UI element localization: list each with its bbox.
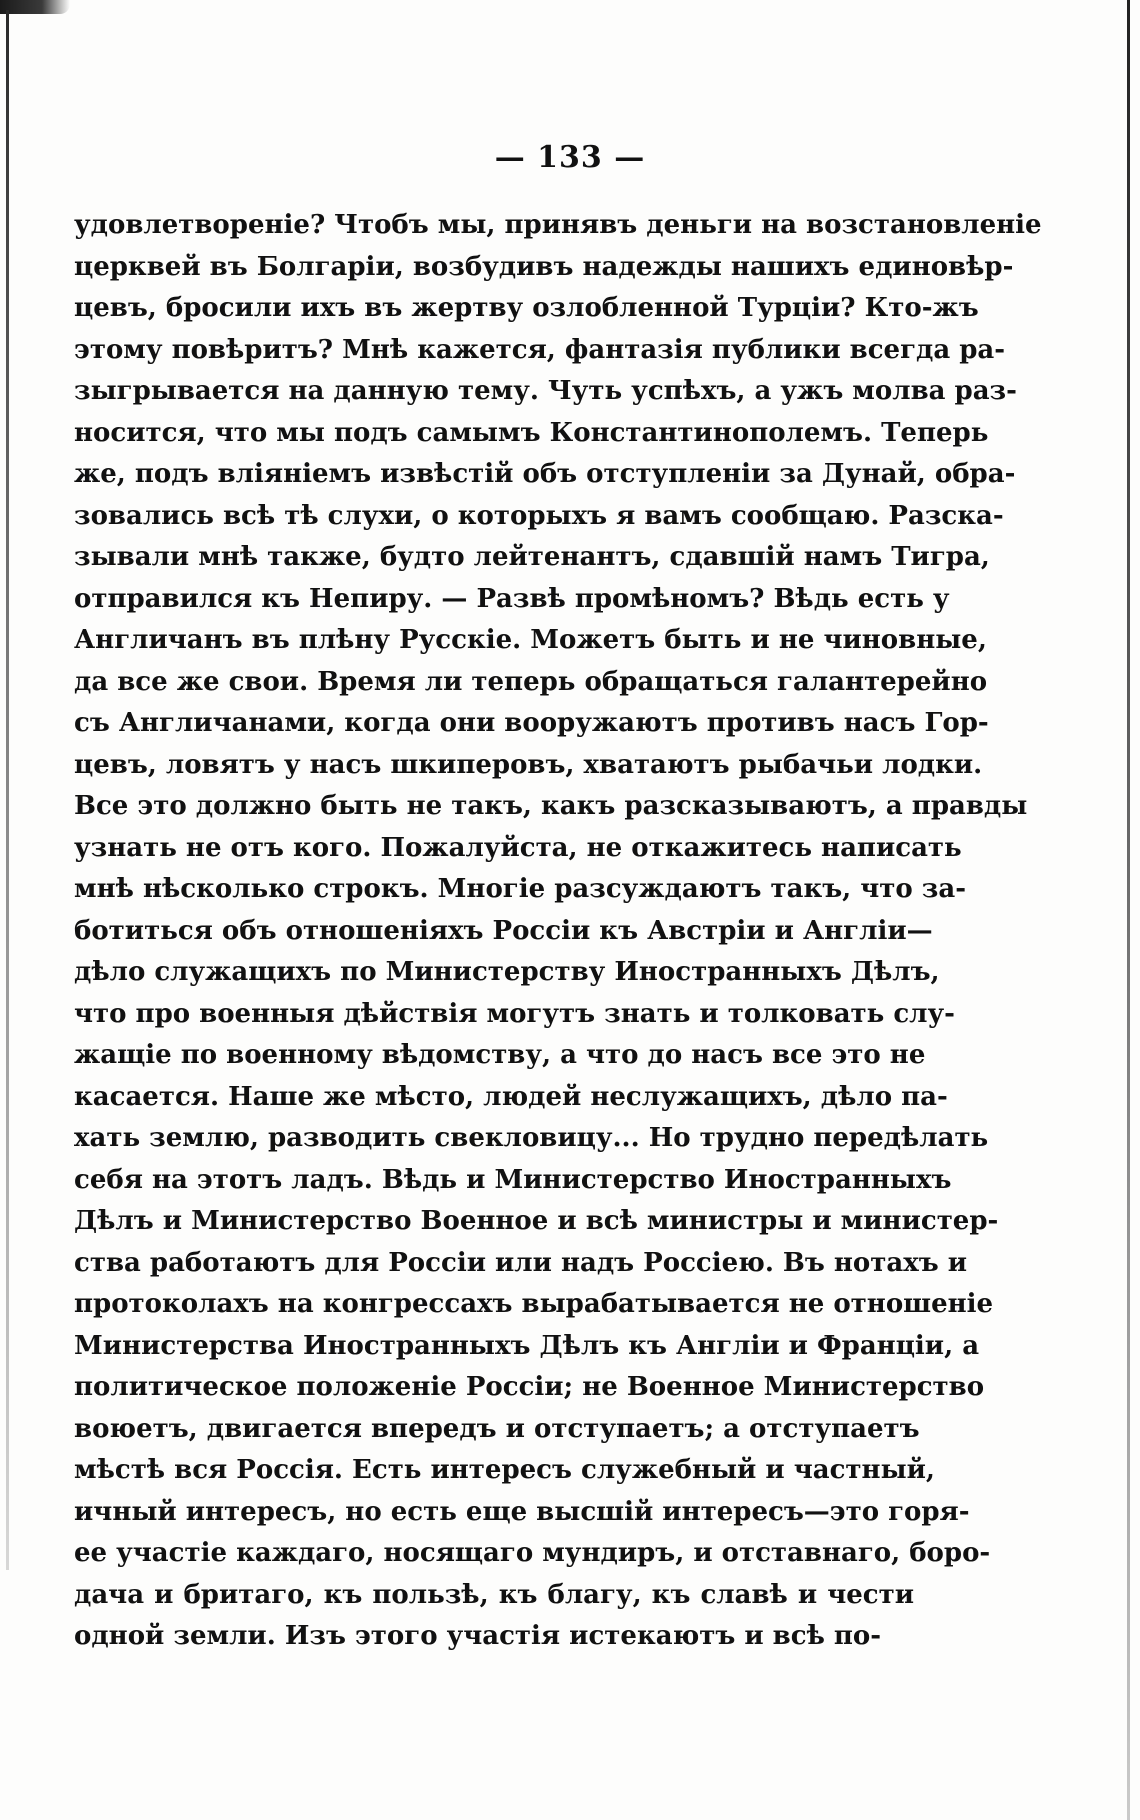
text-line: зыгрывается на данную тему. Чуть успѣхъ, а ужъ молва раз- [74,376,1017,406]
scan-edge-shadow [0,0,70,14]
page-number: — 133 — [494,140,646,175]
text-line: церквей въ Болгаріи, возбудивъ надежды нашихъ единовѣр- [74,251,1014,282]
text-line: зовались всѣ тѣ слухи, о которыхъ я вамъ сообщаю. Разска- [74,500,1004,531]
body-text [74,205,1042,1658]
text-line: съ Англичанами, когда они вооружаютъ противъ насъ Гор- [74,708,989,738]
text-line: ее участіе каждаго, носящаго мундиръ, и отставнаго, боро- [74,1538,991,1568]
text-line: Дѣлъ и Министерство Военное и всѣ министры и министер- [74,1206,999,1236]
text-line: одной земли. Изъ этого участія истекаютъ и всѣ по- [74,1621,882,1651]
text-line: себя на этотъ ладъ. Вѣдь и Министерство Иностранныхъ [74,1164,952,1195]
text-line: мнѣ нѣсколько строкъ. Многіе разсуждаютъ такъ, что за- [74,874,967,904]
text-line: мѣстѣ вся Россія. Есть интересъ служебный и частный, [74,1455,935,1485]
text-line: Англичанъ въ плѣну Русскіе. Можетъ быть и не чиновные, [74,625,987,655]
scan-left-edge [6,10,9,1570]
text-line: ботиться объ отношеніяхъ Россіи къ Австріи и Англіи— [74,915,933,946]
text-line: что про военныя дѣйствія могутъ знать и толковать слу- [74,998,955,1029]
text-line: дѣло служащихъ по Министерству Иностранныхъ Дѣлъ, [74,957,940,987]
text-line: узнать не отъ кого. Пожалуйста, не откажитесь написать [74,832,962,863]
text-line: Все это должно быть не такъ, какъ разсказываютъ, а правды [74,791,1028,821]
text-line: протоколахъ на конгрессахъ вырабатывается не отношеніе [74,1289,994,1319]
text-line: цевъ, ловятъ у насъ шкиперовъ, хватаютъ рыбачьи лодки. [74,749,983,780]
text-line: зывали мнѣ также, будто лейтенантъ, сдавшій намъ Тигра, [74,542,990,572]
text-line: ства работаютъ для Россіи или надъ Россіею. Въ нотахъ и [74,1247,968,1278]
text-line: воюетъ, двигается впередъ и отступаетъ; а отступаетъ [74,1413,920,1444]
text-line: хать землю, разводить свекловицу... Но трудно передѣлать [74,1123,989,1153]
text-line: носится, что мы подъ самымъ Константинополемъ. Теперь [74,417,989,448]
text-line: же, подъ вліяніемъ извѣстій объ отступленіи за Дунай, обра- [74,459,1016,489]
text-line: ичный интересъ, но есть еще высшій интересъ—это горя- [74,1496,970,1527]
text-line: дача и бритаго, къ пользѣ, къ благу, къ славѣ и чести [74,1579,914,1610]
text-line: касается. Наше же мѣсто, людей неслужащихъ, дѣло па- [74,1081,948,1112]
text-line: да все же свои. Время ли теперь обращаться галантерейно [74,666,988,697]
text-line: этому повѣритъ? Мнѣ кажется, фантазія публики всегда ра- [74,334,1006,365]
scan-right-edge [1127,0,1130,1820]
text-line: цевъ, бросили ихъ въ жертву озлобленной Турціи? Кто-жъ [74,293,979,323]
text-line: удовлетвореніе? Чтобъ мы, принявъ деньги на возстановленіе [74,210,1042,240]
text-line: политическое положеніе Россіи; не Военное Министерство [74,1372,985,1402]
text-line: отправился къ Непиру. — Развѣ промѣномъ? Вѣдь есть у [74,583,950,614]
text-line: Министерства Иностранныхъ Дѣлъ къ Англіи и Франціи, а [74,1330,980,1361]
text-line: жащіе по военному вѣдомству, а что до насъ все это не [74,1040,926,1070]
